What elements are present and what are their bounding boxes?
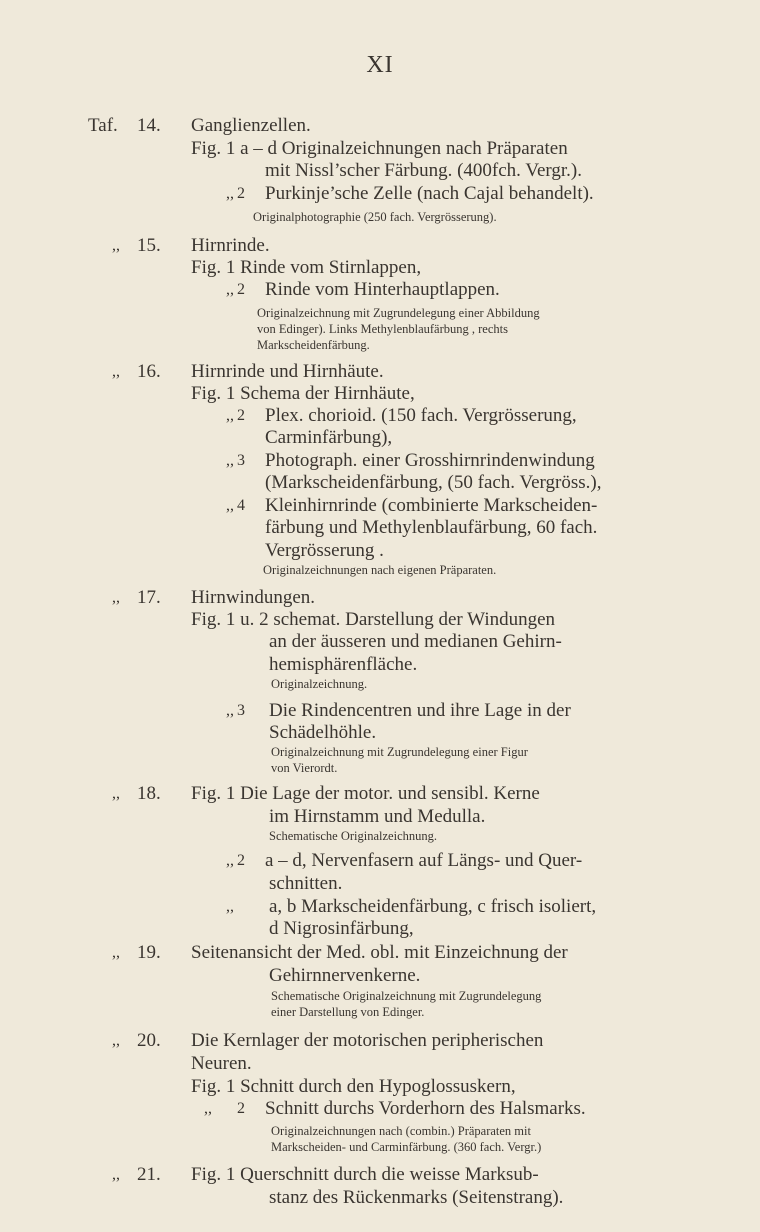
ditto-mark: ,, [112, 785, 120, 802]
ditto-mark: ,, [112, 589, 120, 606]
plate-18-fig-2: a – d, Nervenfasern auf Längs- und Quer- [265, 850, 583, 871]
ditto-mark: ,, [226, 702, 234, 719]
plate-number-21: 21. [137, 1164, 161, 1185]
plate-21-fig-1-cont: stanz des Rückenmarks (Seitenstrang). [269, 1187, 564, 1208]
plate-14-fig-2-num: 2 [237, 185, 245, 202]
plate-number-20: 20. [137, 1030, 161, 1051]
plate-19-note-1: Schematische Originalzeichnung mit Zugrundelegung [271, 989, 542, 1003]
plate-16-fig-3-num: 3 [237, 452, 245, 469]
plate-number-19: 19. [137, 942, 161, 963]
plate-number-14: 14. [137, 115, 161, 136]
plate-number-18: 18. [137, 783, 161, 804]
plate-17-fig-3: Die Rindencentren und ihre Lage in der [269, 700, 571, 721]
plate-14-title: Ganglienzellen. [191, 115, 311, 136]
plate-number-15: 15. [137, 235, 161, 256]
ditto-mark: ,, [112, 237, 120, 254]
ditto-mark: ,, [112, 944, 120, 961]
plate-17-title: Hirnwindungen. [191, 587, 316, 608]
plate-16-fig-4-num: 4 [237, 497, 245, 514]
plate-14-note: Originalphotographie (250 fach. Vergrösserung). [253, 210, 497, 224]
plate-18-fig-2-cont-2: a, b Markscheidenfärbung, c frisch isoliert, [269, 896, 597, 917]
plate-15-title: Hirnrinde. [191, 235, 270, 256]
ditto-mark: ,, [226, 407, 234, 424]
plate-number-16: 16. [137, 361, 161, 382]
page-number: XI [366, 52, 394, 78]
plate-17-note-2-cont: von Vierordt. [271, 761, 338, 775]
plate-16-fig-4: Kleinhirnrinde (combinierte Markscheiden- [265, 495, 598, 516]
plate-20-note-2: Markscheiden- und Carminfärbung. (360 fach. Vergr.) [271, 1140, 542, 1154]
plate-14-fig-1-cont: mit Nissl’scher Färbung. (400fch. Vergr.). [265, 160, 582, 181]
plate-15-fig-2: Rinde vom Hinterhauptlappen. [265, 279, 500, 300]
plate-20-fig-2: Schnitt durchs Vorderhorn des Halsmarks. [265, 1098, 586, 1119]
plate-18-fig-1: Fig. 1 Die Lage der motor. und sensibl. Kerne [191, 783, 540, 804]
plate-14-fig-1: Fig. 1 a – d Originalzeichnungen nach Präparaten [191, 138, 568, 159]
ditto-mark: ,, [112, 1032, 120, 1049]
plate-17-fig-1-cont: an der äusseren und medianen Gehirn- [269, 631, 562, 652]
plate-20-title-cont: Neuren. [191, 1053, 252, 1074]
plate-15-note-2: von Edinger). Links Methylenblaufärbung , rechts [257, 322, 508, 336]
plate-21-fig-1: Fig. 1 Querschnitt durch die weisse Marksub- [191, 1164, 539, 1185]
plate-20-title: Die Kernlager der motorischen peripherischen [191, 1030, 544, 1051]
plate-16-title: Hirnrinde und Hirnhäute. [191, 361, 384, 382]
ditto-mark: ,, [112, 1166, 120, 1183]
plate-number-17: 17. [137, 587, 161, 608]
plate-16-fig-2: Plex. chorioid. (150 fach. Vergrösserung, [265, 405, 577, 426]
ditto-mark: ,, [204, 1100, 212, 1117]
plate-17-fig-3-cont: Schädelhöhle. [269, 722, 377, 743]
plate-16-fig-3: Photograph. einer Grosshirnrindenwindung [265, 450, 595, 471]
plate-18-fig-2-cont-3: d Nigrosinfärbung, [269, 918, 414, 939]
plate-15-fig-2-num: 2 [237, 281, 245, 298]
ditto-mark: ,, [226, 185, 234, 202]
ditto-mark: ,, [226, 452, 234, 469]
ditto-mark: ,, [226, 898, 234, 915]
plate-19-title: Seitenansicht der Med. obl. mit Einzeichnung der [191, 942, 568, 963]
plate-16-fig-3-cont: (Markscheidenfärbung, (50 fach. Vergröss.), [265, 472, 602, 493]
ditto-mark: ,, [226, 852, 234, 869]
plate-20-fig-1: Fig. 1 Schnitt durch den Hypoglossuskern, [191, 1076, 516, 1097]
plate-16-fig-1: Fig. 1 Schema der Hirnhäute, [191, 383, 415, 404]
plate-17-note-1: Originalzeichnung. [271, 677, 368, 691]
plate-20-note-1: Originalzeichnungen nach (combin.) Präparaten mit [271, 1124, 531, 1138]
plate-19-note-2: einer Darstellung von Edinger. [271, 1005, 425, 1019]
plate-16-fig-2-cont: Carminfärbung), [265, 427, 393, 448]
ditto-mark: ,, [226, 497, 234, 514]
plate-19-title-cont: Gehirnnervenkerne. [269, 965, 421, 986]
plate-18-fig-1-cont: im Hirnstamm und Medulla. [269, 806, 486, 827]
plate-17-note-2: Originalzeichnung mit Zugrundelegung einer Figur [271, 745, 528, 759]
plate-15-note-3: Markscheidenfärbung. [257, 338, 370, 352]
plate-20-fig-2-num: 2 [237, 1100, 245, 1117]
plate-17-fig-1: Fig. 1 u. 2 schemat. Darstellung der Windungen [191, 609, 556, 630]
plate-16-fig-2-num: 2 [237, 407, 245, 424]
taf-label: Taf. [88, 115, 118, 136]
ditto-mark: ,, [112, 363, 120, 380]
plate-18-fig-2-cont: schnitten. [269, 873, 343, 894]
plate-15-fig-1: Fig. 1 Rinde vom Stirnlappen, [191, 257, 422, 278]
plate-16-fig-4-cont: färbung und Methylenblaufärbung, 60 fach. [265, 517, 598, 538]
ditto-mark: ,, [226, 281, 234, 298]
plate-17-fig-1-cont-2: hemisphärenfläche. [269, 654, 418, 675]
plate-16-note: Originalzeichnungen nach eigenen Präparaten. [263, 563, 497, 577]
plate-18-note: Schematische Originalzeichnung. [269, 829, 437, 843]
plate-14-fig-2: Purkinje’sche Zelle (nach Cajal behandelt). [265, 183, 594, 204]
plate-18-fig-2-num: 2 [237, 852, 245, 869]
plate-15-note-1: Originalzeichnung mit Zugrundelegung einer Abbildung [257, 306, 540, 320]
plate-17-fig-3-num: 3 [237, 702, 245, 719]
plate-16-fig-4-cont-2: Vergrösserung . [265, 540, 384, 561]
